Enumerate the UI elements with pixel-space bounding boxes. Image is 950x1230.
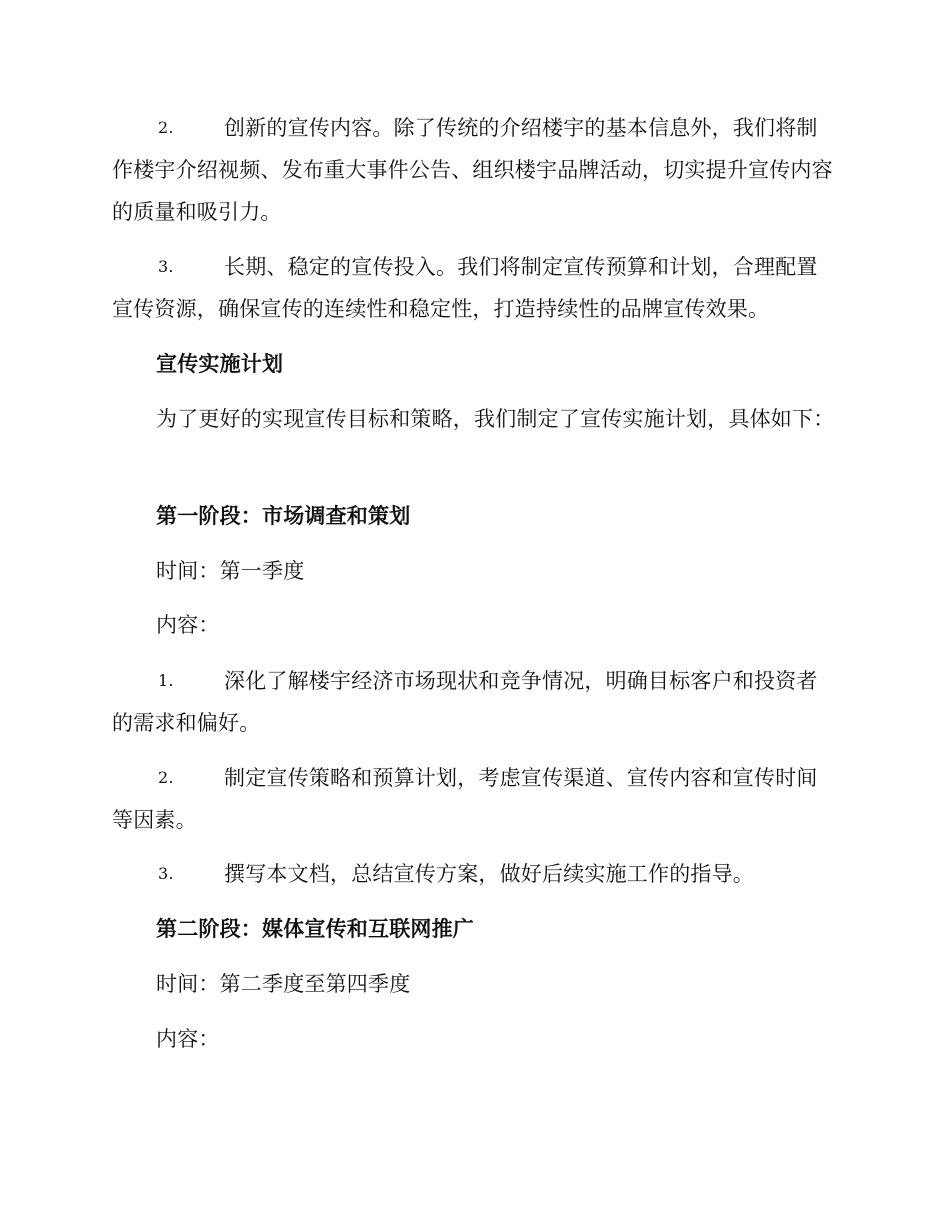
item-text-continuation: 作楼宇介绍视频、发布重大事件公告、组织楼宇品牌活动，切实提升宣传内容的质量和吸引力。 <box>112 158 833 224</box>
item-text-continuation: 宣传资源，确保宣传的连续性和稳定性，打造持续性的品牌宣传效果。 <box>112 297 770 321</box>
item-text-first-line: 长期、稳定的宣传投入。我们将制定宣传预算和计划，合理配置 <box>224 255 818 279</box>
numbered-item-market-research <box>112 660 836 744</box>
item-text-first-line: 深化了解楼宇经济市场现状和竞争情况，明确目标客户和投资者 <box>224 669 818 693</box>
paragraph-intro <box>112 398 836 440</box>
item-number: 2. <box>158 768 174 787</box>
paragraph-content1 <box>112 604 836 646</box>
numbered-item-strategy-budget <box>112 757 836 841</box>
numbered-item-stable-investment <box>112 246 836 330</box>
item-text-continuation: 的需求和偏好。 <box>112 711 261 735</box>
section-heading-phase1 <box>112 495 836 537</box>
item-number: 2. <box>158 118 174 137</box>
paragraph-text: 为了更好的实现宣传目标和策略，我们制定了宣传实施计划，具体如下： <box>156 407 835 431</box>
numbered-item-innovative-content <box>112 107 836 233</box>
item-text-first-line: 创新的宣传内容。除了传统的介绍楼宇的基本信息外，我们将制 <box>224 116 818 140</box>
heading-text: 宣传实施计划 <box>156 351 284 376</box>
paragraph-text: 时间：第二季度至第四季度 <box>156 972 411 996</box>
section-heading-plan <box>112 343 836 385</box>
heading-text: 第一阶段：市场调查和策划 <box>156 503 411 528</box>
paragraph-content2 <box>112 1018 836 1060</box>
paragraph-time2 <box>112 963 836 1005</box>
numbered-item-write-document <box>112 853 836 895</box>
heading-text: 第二阶段：媒体宣传和互联网推广 <box>156 916 474 941</box>
paragraph-time1 <box>112 550 836 592</box>
item-number: 3. <box>158 864 174 883</box>
item-text-first-line: 撰写本文档，总结宣传方案，做好后续实施工作的指导。 <box>224 862 754 886</box>
paragraph-text: 内容： <box>156 613 220 637</box>
paragraph-text: 时间：第一季度 <box>156 559 305 583</box>
item-number: 1. <box>158 671 174 690</box>
item-text-continuation: 等因素。 <box>112 808 197 832</box>
paragraph-text: 内容： <box>156 1027 220 1051</box>
item-text-first-line: 制定宣传策略和预算计划，考虑宣传渠道、宣传内容和宣传时间 <box>224 766 818 790</box>
section-heading-phase2 <box>112 908 836 950</box>
item-number: 3. <box>158 257 174 276</box>
